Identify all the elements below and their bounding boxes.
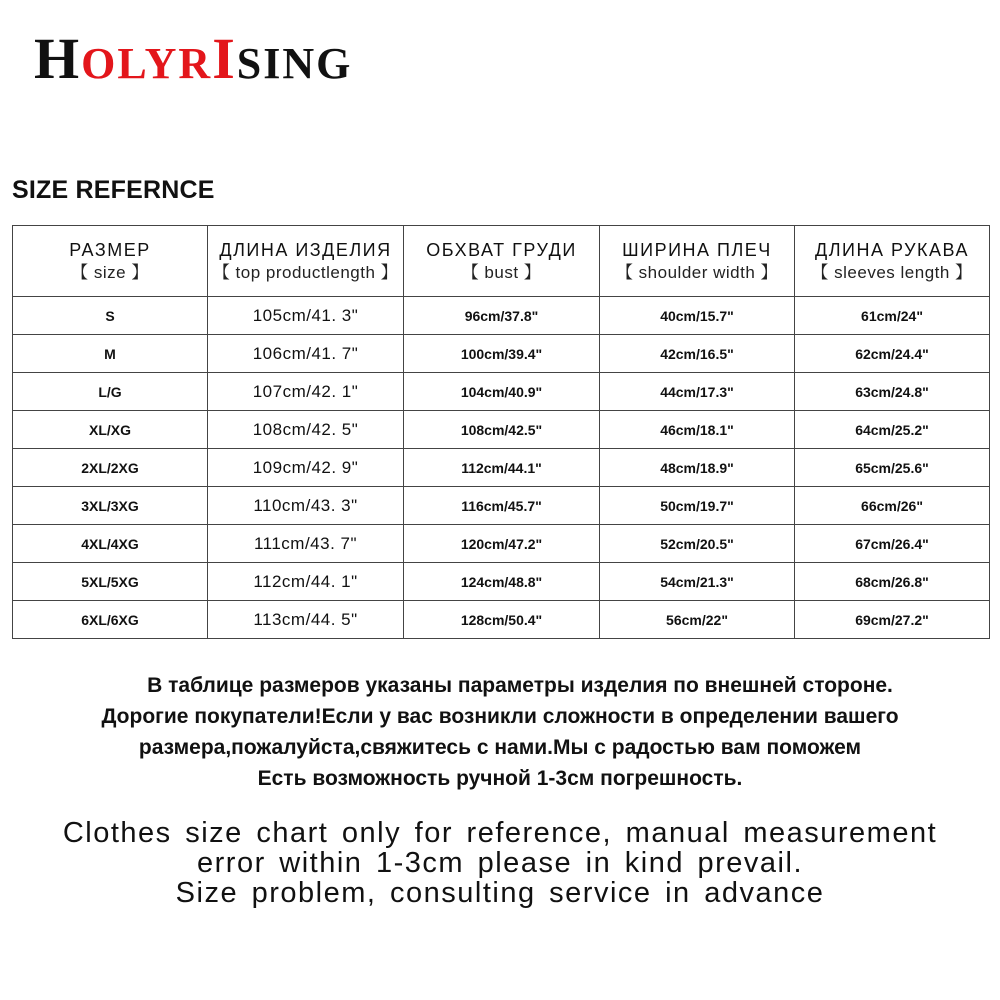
cell-length: 110cm/43. 3" [208,487,404,525]
header-en: 【 top productlength 】 [212,263,399,282]
table-row [13,373,990,411]
cell-bust: 108cm/42.5" [404,411,600,449]
note-line: error within 1-3cm please in kind prevail. [197,847,803,879]
header-ru: ДЛИНА ИЗДЕЛИЯ [219,240,392,260]
cell-bust: 96cm/37.8" [404,297,600,335]
size-table [12,225,990,639]
cell-length: 105cm/41. 3" [208,297,404,335]
header-bust [404,226,600,297]
cell-sleeve: 62cm/24.4" [795,335,990,373]
header-ru: ДЛИНА РУКАВА [815,240,969,260]
cell-size: 6XL/6XG [13,601,208,639]
logo-part: H [34,26,82,91]
note-line: Дорогие покупатели!Если у вас возникли сложности в определении вашего [101,705,899,728]
logo-part: SING [236,39,353,88]
cell-length: 109cm/42. 9" [208,449,404,487]
cell-shoulder: 50cm/19.7" [600,487,795,525]
logo-part: OLYR [81,39,213,88]
cell-shoulder: 56cm/22" [600,601,795,639]
cell-shoulder: 44cm/17.3" [600,373,795,411]
brand-logo [34,26,353,91]
header-shoulder [600,226,795,297]
cell-size: 5XL/5XG [13,563,208,601]
note-line: Clothes size chart only for reference, manual measurement [62,817,938,849]
cell-shoulder: 46cm/18.1" [600,411,795,449]
cell-length: 112cm/44. 1" [208,563,404,601]
section-title: SIZE REFERNCE [12,176,215,204]
cell-size: M [13,335,208,373]
cell-size: S [13,297,208,335]
cell-shoulder: 42cm/16.5" [600,335,795,373]
note-line: В таблице размеров указаны параметры изделия по внешней стороне. [147,674,893,697]
cell-bust: 128cm/50.4" [404,601,600,639]
header-size [13,226,208,297]
cell-shoulder: 40cm/15.7" [600,297,795,335]
cell-length: 106cm/41. 7" [208,335,404,373]
table-row [13,449,990,487]
cell-size: 2XL/2XG [13,449,208,487]
cell-size: XL/XG [13,411,208,449]
cell-bust: 100cm/39.4" [404,335,600,373]
header-sleeve [795,226,990,297]
header-en: 【 size 】 [71,263,149,282]
cell-sleeve: 63cm/24.8" [795,373,990,411]
russian-notes [0,670,1000,794]
table-row [13,563,990,601]
header-ru: РАЗМЕР [69,240,151,260]
cell-size: L/G [13,373,208,411]
cell-sleeve: 68cm/26.8" [795,563,990,601]
cell-sleeve: 67cm/26.4" [795,525,990,563]
logo-part: I [212,26,237,91]
cell-length: 113cm/44. 5" [208,601,404,639]
cell-sleeve: 69cm/27.2" [795,601,990,639]
header-en: 【 sleeves length 】 [811,263,973,282]
table-row [13,335,990,373]
table-row [13,601,990,639]
note-line: Есть возможность ручной 1-3см погрешность. [257,767,743,790]
cell-bust: 120cm/47.2" [404,525,600,563]
note-line: Size problem, consulting service in advance [175,877,825,909]
cell-bust: 104cm/40.9" [404,373,600,411]
cell-bust: 112cm/44.1" [404,449,600,487]
note-line: размера,пожалуйста,свяжитесь с нами.Мы с радостью вам поможем [138,736,862,759]
cell-length: 108cm/42. 5" [208,411,404,449]
cell-shoulder: 54cm/21.3" [600,563,795,601]
cell-shoulder: 48cm/18.9" [600,449,795,487]
cell-sleeve: 64cm/25.2" [795,411,990,449]
table-row [13,525,990,563]
cell-size: 3XL/3XG [13,487,208,525]
table-row [13,297,990,335]
cell-sleeve: 66cm/26" [795,487,990,525]
table-row [13,411,990,449]
header-en: 【 shoulder width 】 [615,263,779,282]
cell-bust: 124cm/48.8" [404,563,600,601]
cell-length: 107cm/42. 1" [208,373,404,411]
cell-size: 4XL/4XG [13,525,208,563]
table-header-row [13,226,990,297]
header-length [208,226,404,297]
cell-bust: 116cm/45.7" [404,487,600,525]
cell-sleeve: 61cm/24" [795,297,990,335]
cell-shoulder: 52cm/20.5" [600,525,795,563]
table-row [13,487,990,525]
cell-length: 111cm/43. 7" [208,525,404,563]
header-en: 【 bust 】 [461,263,542,282]
header-ru: ОБХВАТ ГРУДИ [426,240,577,260]
cell-sleeve: 65cm/25.6" [795,449,990,487]
header-ru: ШИРИНА ПЛЕЧ [622,240,772,260]
english-notes [0,818,1000,908]
